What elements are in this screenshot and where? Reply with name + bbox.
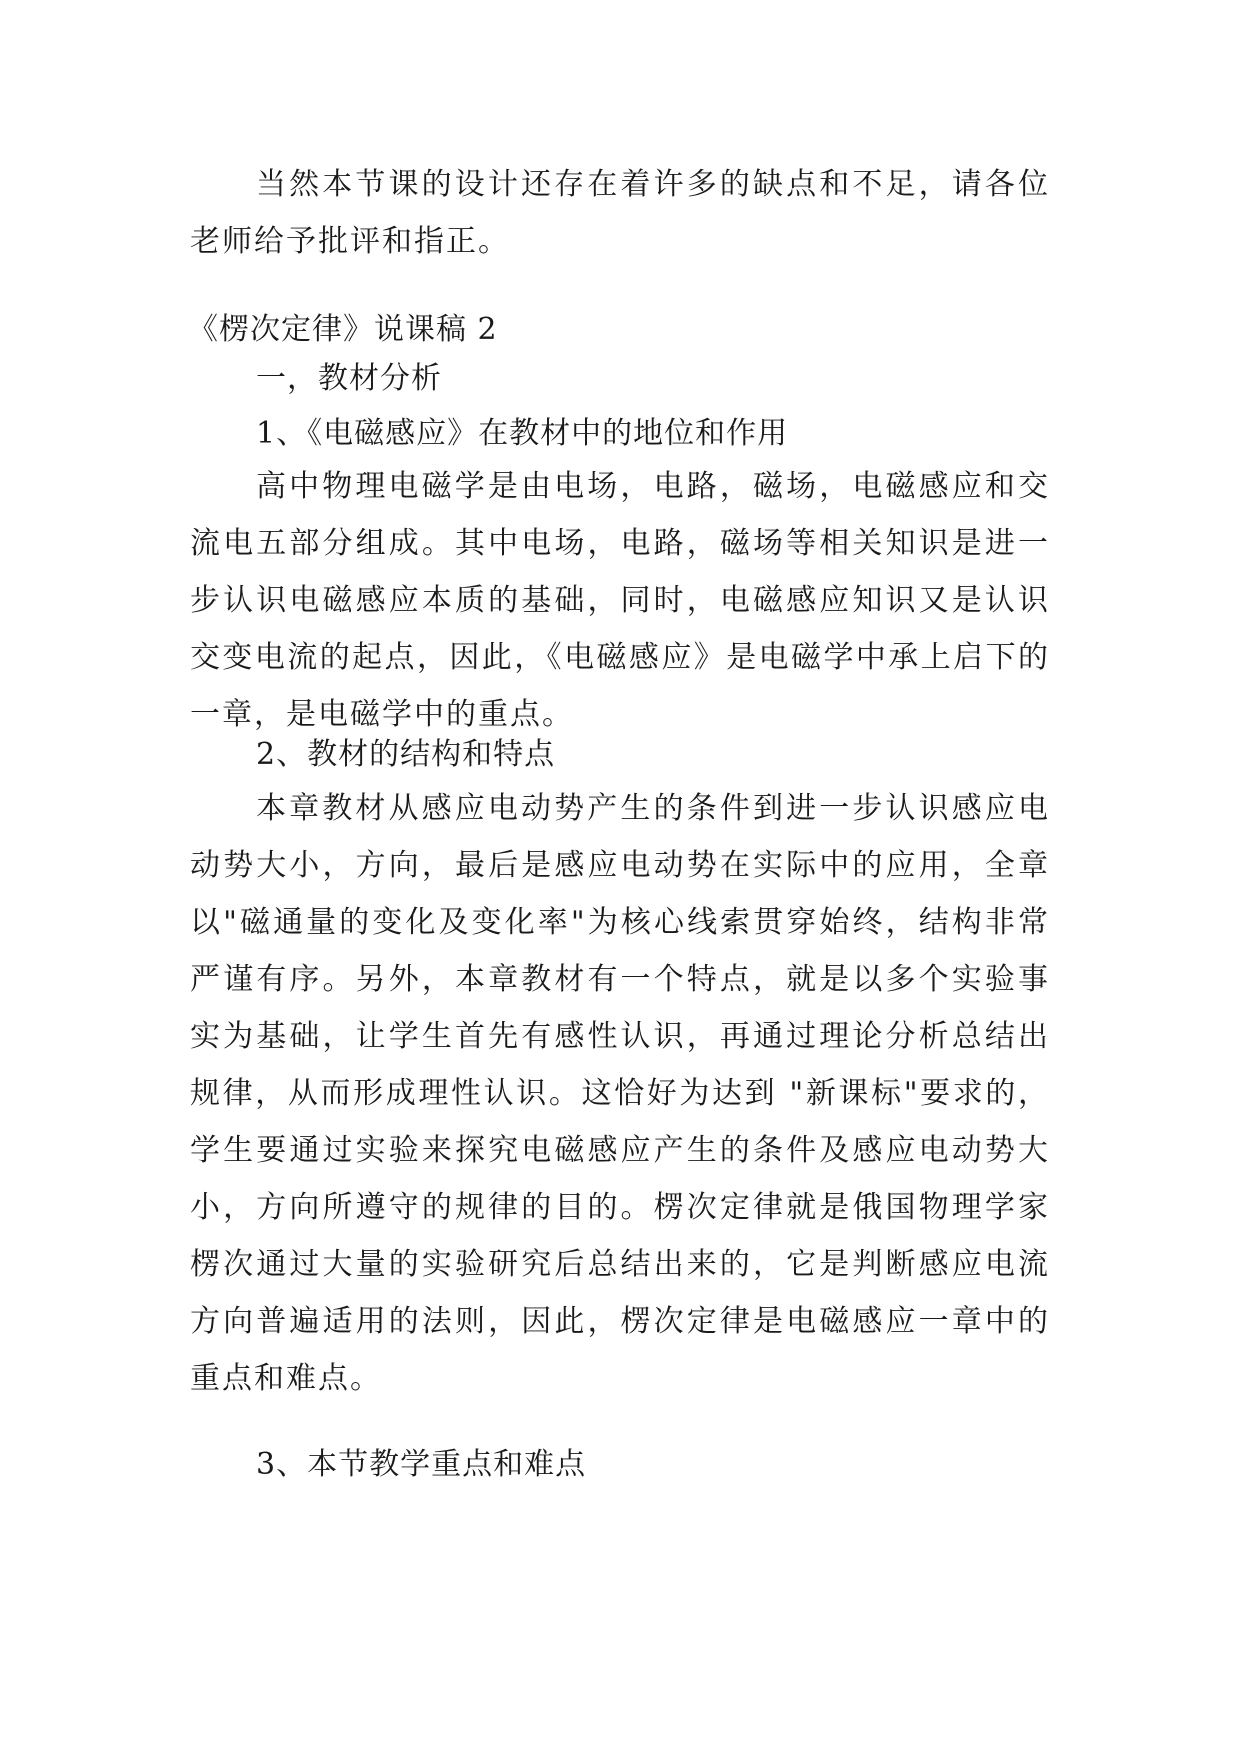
section-heading-textbook-analysis: 一，教材分析 xyxy=(256,361,442,396)
document-title: 《楞次定律》说课稿 2 xyxy=(188,312,498,347)
closing-paragraph: 当然本节课的设计还存在着许多的缺点和不足，请各位老师给予批评和指正。 xyxy=(190,167,1050,259)
subsection-heading-structure: 2、教材的结构和特点 xyxy=(256,737,556,772)
subsection-heading-key-points: 3、本节教学重点和难点 xyxy=(256,1447,587,1482)
subsection-2-body: 本章教材从感应电动势产生的条件到进一步认识感应电动势大小，方向，最后是感应电动势在实际中的应用，全章以"磁通量的变化及变化率"为核心线索贯穿始终，结构非常严谨有序。另外，本章教材有一个特点，就是以多个实验事实为基础，让学生首先有感性认识，再通过理论分析总结出规律，从而形成理性认识。这恰好为达到 "新课标"要求的，学生要通过实验来探究电磁感应产生的条件及感应电动势大小，方向所遵守的规律的目的。楞次定律就是俄国物理学家楞次通过大量的实验研究后总结出来的，它是判断感应电流方向普遍适用的法则，因此，楞次定律是电磁感应一章中的重点和难点。 xyxy=(190,791,1050,1396)
subsection-1-body: 高中物理电磁学是由电场，电路，磁场，电磁感应和交流电五部分组成。其中电场，电路，磁场等相关知识是进一步认识电磁感应本质的基础，同时，电磁感应知识又是认识交变电流的起点，因此，《电磁感应》是电磁学中承上启下的一章，是电磁学中的重点。 xyxy=(190,469,1050,732)
subsection-heading-role: 1、《电磁感应》在教材中的地位和作用 xyxy=(256,416,789,451)
